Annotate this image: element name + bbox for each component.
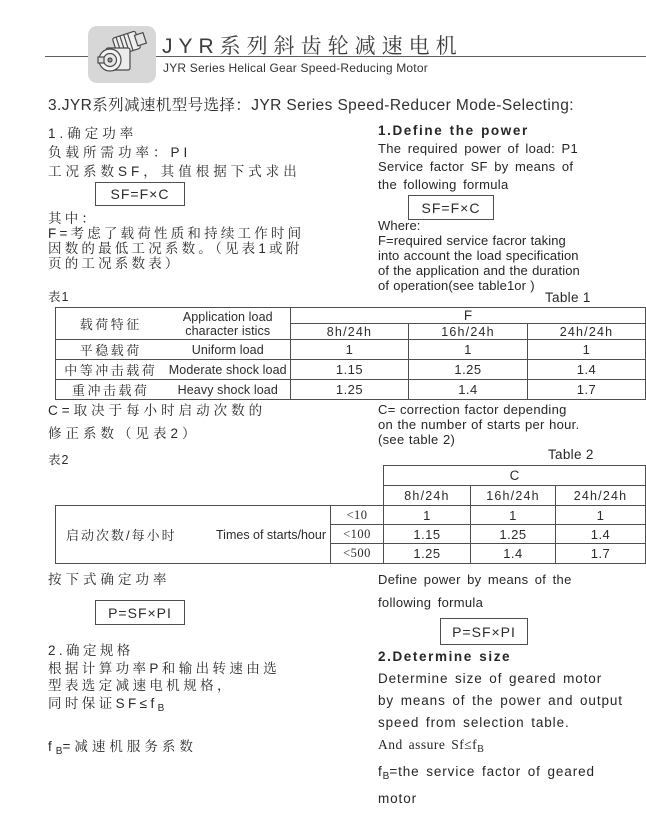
table1-value: 1 xyxy=(528,340,646,360)
text-line: C=取决于每小时启动次数的 xyxy=(48,403,267,418)
table-row xyxy=(56,360,646,380)
left-fb-note xyxy=(48,737,197,761)
text-line: 其中： xyxy=(48,211,99,226)
text-line xyxy=(48,695,280,718)
table2-spacer xyxy=(56,486,384,506)
table-row xyxy=(56,380,646,400)
table-row xyxy=(56,506,646,525)
table2-row-label-en: Times of starts/hour xyxy=(216,527,326,542)
right-section2-heading: 2.Determine size xyxy=(378,649,512,664)
text-line: (see table 2) xyxy=(378,432,456,447)
formula-sf-left: SF=F×C xyxy=(95,182,185,206)
table1-row-zh: 中等冲击载荷 xyxy=(56,360,166,380)
text-line: F=考虑了载荷性质和持续工作时间 xyxy=(48,226,305,241)
formula-sf-right: SF=F×C xyxy=(408,195,494,220)
right-power-note xyxy=(378,568,572,614)
table1-caption-zh: 表1 xyxy=(48,290,70,304)
table1-value: 1 xyxy=(291,340,409,360)
right-fb-note xyxy=(378,761,623,788)
subscript-b: B xyxy=(382,771,390,782)
text-line: f xyxy=(378,764,383,779)
table2-spacer xyxy=(56,466,384,486)
text-line: F=required service facror taking xyxy=(378,233,566,248)
table1-value: 1.4 xyxy=(528,360,646,380)
subscript-b: B xyxy=(55,746,63,757)
text-line: Where: xyxy=(378,218,421,233)
table1-value: 1 xyxy=(409,340,528,360)
table2-value: 1.25 xyxy=(471,525,556,544)
right-section1-heading: 1.Define the power xyxy=(378,123,529,138)
text-line: following formula xyxy=(378,595,484,610)
table2-hours-col: 8h/24h xyxy=(384,486,471,506)
text-line: Service factor SF by means of xyxy=(378,159,574,174)
text-line: character istics xyxy=(185,323,271,338)
table2-value: 1 xyxy=(471,506,556,525)
gear-motor-icon xyxy=(88,26,156,83)
table1-hours-col: 8h/24h xyxy=(291,324,409,340)
table2-hours-col: 24h/24h xyxy=(556,486,646,506)
table1-value: 1.15 xyxy=(291,360,409,380)
right-correction-block xyxy=(378,402,580,447)
text-line: 工况系数SF，其值根据下式求出 xyxy=(48,164,301,179)
section-title: 3.JYR系列减速机型号选择：JYR Series Speed-Reducer Mode-Selecting: xyxy=(48,97,574,114)
text-line: on the number of starts per hour. xyxy=(378,417,580,432)
right-determine-size-block xyxy=(378,646,623,810)
subscript-b: B xyxy=(157,702,165,714)
text-line: f xyxy=(48,739,56,754)
text-line: of the application and the duration xyxy=(378,263,580,278)
table2-value: 1 xyxy=(384,506,471,525)
table1-value: 1.25 xyxy=(409,360,528,380)
table1-row-en: Heavy shock load xyxy=(166,380,291,400)
text-line: 修正系数（见表2） xyxy=(48,426,200,441)
table1-header-load-zh: 载荷特征 xyxy=(56,308,166,340)
text-line: speed from selection table. xyxy=(378,715,570,730)
header-subtitle: JYR Series Helical Gear Speed-Reducing Motor xyxy=(163,61,428,75)
table2-starts: <100 xyxy=(331,525,384,544)
table1-caption-en: Table 1 xyxy=(545,290,591,305)
table1 xyxy=(55,307,646,400)
right-define-power-block xyxy=(378,122,578,194)
text-line: 1.确定功率 xyxy=(48,126,138,141)
table1-row-zh: 重冲击载荷 xyxy=(56,380,166,400)
text-line: =减速机服务系数 xyxy=(62,739,197,754)
left-determine-size-block xyxy=(48,642,280,717)
left-where-block xyxy=(48,211,304,271)
text-line: Application load xyxy=(182,309,273,324)
text-line: by means of the power and output xyxy=(378,693,623,708)
formula-p-left: P=SF×PI xyxy=(95,600,185,625)
table2-caption-zh: 表2 xyxy=(48,453,70,467)
table1-row-en: Moderate shock load xyxy=(166,360,291,380)
table2-group-header: C xyxy=(384,466,646,486)
left-correction-block xyxy=(48,399,266,445)
text-line: 型表选定减速电机规格， xyxy=(48,678,234,693)
table1-value: 1.4 xyxy=(409,380,528,400)
table-row xyxy=(56,340,646,360)
text-line: motor xyxy=(378,791,418,806)
text-line: 同时保证SF≤f xyxy=(48,695,158,711)
header-title: JYR系列斜齿轮减速电机 xyxy=(162,35,463,58)
text-line: And assure Sf≤f xyxy=(378,737,478,752)
table2-value: 1 xyxy=(556,506,646,525)
table2-starts: <500 xyxy=(331,544,384,564)
table1-value: 1.25 xyxy=(291,380,409,400)
table2-row-label-zh: 启动次数/每小时 xyxy=(66,528,177,543)
table1-hours-col: 24h/24h xyxy=(528,324,646,340)
text-line: =the service factor of geared xyxy=(389,764,595,779)
text-line: of operation(see table1or ) xyxy=(378,278,535,293)
table1-row-zh: 平稳载荷 xyxy=(56,340,166,360)
table2-hours-col: 16h/24h xyxy=(471,486,556,506)
text-line: 负载所需功率：PI xyxy=(48,145,192,160)
table1-header-load-en xyxy=(166,308,291,340)
formula-p-right: P=SF×PI xyxy=(440,618,528,645)
text-line: Determine size of geared motor xyxy=(378,671,603,686)
table2-value: 1.7 xyxy=(556,544,646,564)
table1-row-en: Uniform load xyxy=(166,340,291,360)
text-line: 因数的最低工况系数。（见表1或附 xyxy=(48,241,303,256)
assure-line xyxy=(378,734,623,761)
text-line: C= correction factor depending xyxy=(378,402,567,417)
text-line: 根据计算功率P和输出转速由选 xyxy=(48,660,281,676)
text-line: The required power of load: P1 xyxy=(378,141,578,156)
text-line: Define power by means of the xyxy=(378,572,572,587)
table1-hours-col: 16h/24h xyxy=(409,324,528,340)
text-line: into account the load specification xyxy=(378,248,579,263)
table1-value: 1.7 xyxy=(528,380,646,400)
text-line: 页的工况系数表） xyxy=(48,256,182,271)
table2-starts: <10 xyxy=(331,506,384,525)
text-line: 2.确定规格 xyxy=(48,643,134,658)
subscript-b: B xyxy=(477,744,484,755)
table2-value: 1.4 xyxy=(556,525,646,544)
right-where-block xyxy=(378,218,580,293)
left-define-power-block xyxy=(48,124,301,181)
table2-caption-en: Table 2 xyxy=(548,447,594,462)
left-power-note: 按下式确定功率 xyxy=(48,572,171,587)
table1-group-header: F xyxy=(291,308,646,324)
text-line: the following formula xyxy=(378,177,509,192)
table2-row-label xyxy=(56,506,331,564)
table2 xyxy=(55,465,646,564)
table2-value: 1.25 xyxy=(384,544,471,564)
table2-value: 1.4 xyxy=(471,544,556,564)
table2-value: 1.15 xyxy=(384,525,471,544)
